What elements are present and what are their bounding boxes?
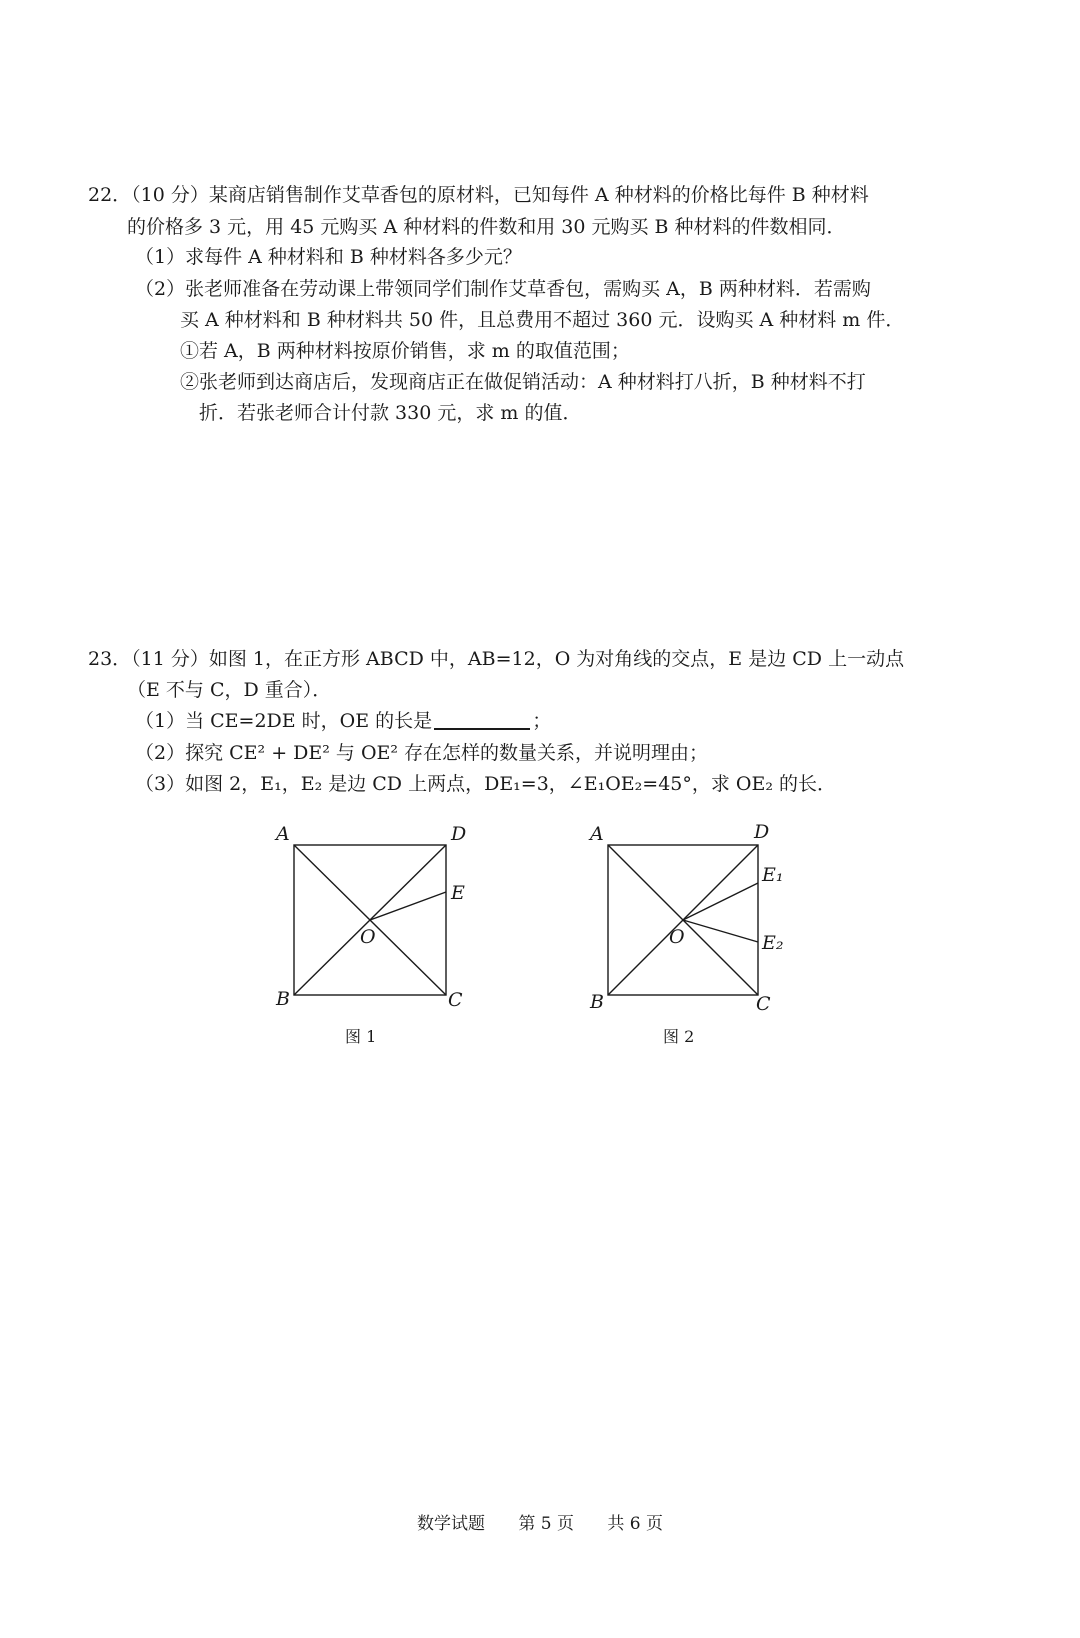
label-e1: E₁ bbox=[762, 864, 784, 886]
figure-1-diagram bbox=[270, 815, 480, 1025]
label-a: A bbox=[276, 823, 290, 845]
q22-line-2: 的价格多 3 元，用 45 元购买 A 种材料的件数和用 30 元购买 B 种材料的件数相同． bbox=[127, 216, 846, 238]
q23-line-1: 23．（11 分）如图 1，在正方形 ABCD 中，AB=12，O 为对角线的交点，E 是边 CD 上一动点 bbox=[88, 648, 905, 670]
q22-part-1: （1）求每件 A 种材料和 B 种材料各多少元？ bbox=[135, 246, 522, 268]
q23-part-1-text: （1）当 CE=2DE 时，OE 的长是 bbox=[135, 710, 433, 732]
label-e: E bbox=[451, 882, 465, 904]
figure-2-diagram bbox=[584, 815, 804, 1025]
footer-total-pages: 共 6 页 bbox=[607, 1514, 664, 1534]
label-c: C bbox=[448, 989, 463, 1011]
q23-part-1-end: ； bbox=[532, 710, 552, 732]
q23-line-2: （E 不与 C，D 重合）． bbox=[127, 679, 332, 701]
q23-part-3: （3）如图 2，E₁，E₂ 是边 CD 上两点，DE₁=3，∠E₁OE₂=45°，求 OE₂ 的长． bbox=[135, 773, 837, 795]
figure-1 bbox=[270, 815, 480, 1025]
q22-part-2-line-2: 买 A 种材料和 B 种材料共 50 件，且总费用不超过 360 元．设购买 A 种材料 m 件． bbox=[180, 309, 905, 331]
answer-blank bbox=[434, 710, 530, 730]
q23-part-2: （2）探究 CE² + DE² 与 OE² 存在怎样的数量关系，并说明理由； bbox=[135, 742, 709, 764]
figure-1-caption: 图 1 bbox=[345, 1027, 377, 1046]
figure-2 bbox=[584, 815, 804, 1025]
q22-sub-2-line-1: ②张老师到达商店后，发现商店正在做促销活动：A 种材料打八折，B 种材料不打 bbox=[180, 371, 866, 393]
figure-2-caption: 图 2 bbox=[663, 1027, 695, 1046]
label-d: D bbox=[451, 823, 467, 845]
label-b: B bbox=[276, 988, 290, 1010]
q22-sub-2-line-2: 折．若张老师合计付款 330 元，求 m 的值． bbox=[199, 402, 582, 424]
label-b: B bbox=[590, 991, 604, 1013]
label-o: O bbox=[360, 926, 376, 948]
q22-part-2-line-1: （2）张老师准备在劳动课上带领同学们制作艾草香包，需购买 A，B 两种材料．若需购 bbox=[135, 278, 871, 300]
footer-subject: 数学试题 bbox=[416, 1514, 485, 1534]
q23-part-1 bbox=[135, 709, 551, 733]
page-footer bbox=[0, 1513, 1080, 1535]
label-e2: E₂ bbox=[762, 932, 784, 954]
footer-page-number: 第 5 页 bbox=[518, 1514, 574, 1534]
q22-line-1: 22．（10 分）某商店销售制作艾草香包的原材料，已知每件 A 种材料的价格比每件 B 种材料 bbox=[88, 184, 869, 206]
segment-oe1 bbox=[683, 883, 758, 920]
label-a: A bbox=[590, 823, 604, 845]
label-c: C bbox=[756, 993, 771, 1015]
segment-oe bbox=[370, 892, 446, 920]
label-o: O bbox=[669, 926, 685, 948]
q22-sub-1: ①若 A，B 两种材料按原价销售，求 m 的取值范围； bbox=[180, 340, 630, 362]
label-d: D bbox=[754, 821, 770, 843]
